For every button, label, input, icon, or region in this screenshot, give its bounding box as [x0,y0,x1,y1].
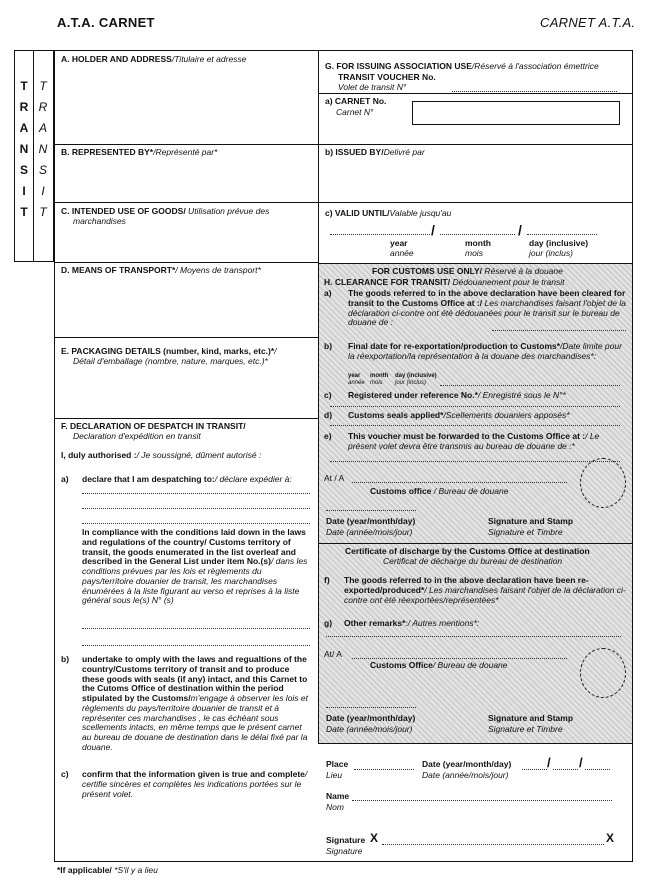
rule [318,543,633,544]
box-d-label-fr: / Moyens de transport* [175,265,261,275]
valid-year-label-fr: année [390,248,414,258]
declaration-month-field[interactable] [553,769,578,770]
clearance-title-en: H. CLEARANCE FOR TRANSIT/ [324,277,451,287]
b-year-label: year [348,373,361,379]
rule [54,144,318,145]
rule [318,743,633,744]
clearance-signature-label: Signature and Stamp [488,516,574,526]
customs-office-label [370,487,508,497]
rule [318,202,633,203]
h-b-fr: /Date limite pour la réexportation/la représentation à la douane des marchandises*: [348,341,622,361]
declaration-date-label: Date (year/month/day) [422,759,512,769]
h-e-fr: / Le présent volet devra être transmis au bureau de douane de :* [348,431,600,451]
box-b-label-fr: /Représenté par* [153,147,218,157]
discharge-at-field[interactable] [352,658,567,659]
box-e-label [61,347,316,367]
f-a-text [82,475,292,485]
date-slash: / [518,222,522,238]
d-g-text [344,619,479,629]
valid-month-field[interactable] [440,234,515,235]
place-label-fr: Lieu [326,770,343,780]
remarks-field[interactable] [326,636,621,637]
forward-office-field[interactable] [330,461,620,462]
b-day-label: day (inclusive) [395,373,437,379]
valid-until-en: c) VALID UNTIL/ [325,208,390,218]
customs-use-title-en: FOR CUSTOMS USE ONLY/ [372,266,483,276]
customs-use-title-fr: Réservé à la douane [482,266,563,276]
side-letter: T [20,205,28,219]
b-year-label-fr: année [348,380,365,386]
intended-use-field[interactable] [56,230,316,260]
box-b-label [61,148,217,158]
side-letter: N [38,142,48,156]
carnet-no-label-fr: Carnet N° [336,107,374,117]
at-label: At / A [324,473,345,483]
carnet-title-en: A.T.A. CARNET [57,15,155,30]
transit-voucher-label-fr: Volet de transit N° [338,82,407,92]
side-letter: S [19,163,28,177]
d-g-letter: g) [324,618,333,628]
valid-month-label: month [465,238,491,248]
valid-year-label: year [390,238,408,248]
authorised-fr: / Je soussigné, dûment autorisé : [136,450,262,460]
side-letter: I [22,184,26,198]
carnet-no-label: a) CARNET No. [325,96,387,106]
d-f-text [344,576,626,605]
side-letter: I [41,184,45,198]
customs-seals-field[interactable] [330,425,620,426]
rule [54,262,318,263]
box-d-label-en: D. MEANS OF TRANSPORT* [61,265,176,275]
side-letter: A [19,121,29,135]
side-letter: N [19,142,29,156]
customs-office-en: Customs office [370,486,432,496]
f-a-text-en: declare that I am despatching to: [82,474,215,484]
name-label: Name [326,791,350,801]
d-g-en: Other remarks* [344,618,406,628]
h-e-letter: e) [324,431,332,441]
rule [318,144,633,145]
side-letter: T [39,205,47,219]
despatch-dotted-line[interactable] [82,523,310,524]
h-d-fr: /Scellements douaniers apposés* [443,410,570,420]
b-month-label: month [370,373,389,379]
place-field[interactable] [354,769,414,770]
clearance-date-field[interactable] [326,510,416,511]
f-a-text-fr: / déclare expédier à: [214,474,292,484]
d-f-en: The goods referred to in the above declaration have been re-exported/produced* [344,575,589,595]
box-a-label-en: A. HOLDER AND ADDRESS [61,54,172,64]
side-letter: A [38,121,47,135]
discharge-title: Certificate of discharge by the Customs Office at destination [345,546,590,556]
valid-year-field[interactable] [330,234,430,235]
represented-by-field[interactable] [56,160,316,200]
issued-by-field[interactable] [320,160,631,200]
declaration-date-label-fr: Date (année/mois/jour) [422,770,509,780]
box-c-label-fr2: marchandises [73,215,126,226]
side-letter: R [38,100,48,114]
h-d-en: Customs seals applied* [348,410,444,420]
despatch-dotted-line[interactable] [82,508,310,509]
box-f-label [61,422,316,442]
item-numbers-dotted-line[interactable] [82,645,310,646]
h-a-en: The goods referred to in the above declaration have been cleared for transit to the Customs Office at :/ [348,288,626,308]
box-d-label [61,266,261,276]
side-strip-divider [33,50,34,262]
box-e-label-fr2: Détail d'emballage (nombre, nature, marques, etc.)* [73,355,268,366]
rule [54,202,318,203]
footnote-en: *If applicable/ [57,865,112,875]
issued-by-label [325,148,425,158]
h-d-letter: d) [324,410,333,420]
box-a-label [61,55,246,65]
carnet-title-fr: CARNET A.T.A. [540,15,636,30]
clearance-date-label: Date (year/month/day) [326,516,416,526]
f-b-en: undertake to omply with the laws and regualtions of the country/Customs territory of transit and to produce these goods with seals (if any) intact, and this Carnet to the Cutoms Office of destination within the period stipulated by the Customs/ [82,654,308,704]
discharge-title-fr: Certificat de décharge du bureau de destination [383,556,563,566]
valid-day-label: day (inclusive) [529,238,589,248]
clearance-title [324,278,564,288]
rule [318,263,633,264]
issued-by-en: b) ISSUED BY/ [325,147,384,157]
holder-address-field[interactable] [56,68,316,142]
signature-x-start: X [370,831,379,845]
signature-x-end: X [606,831,615,845]
transit-voucher-label: TRANSIT VOUCHER No. [338,72,436,82]
at-place-field[interactable] [352,482,567,483]
side-letter: S [38,163,47,177]
valid-month-label-fr: mois [465,248,483,258]
box-f-label-fr: Declaration d'expédition en transit [73,430,201,441]
declaration-year-field[interactable] [522,769,547,770]
side-letter: T [20,79,28,93]
box-f-label-en: F. DECLARATION OF DESPATCH IN TRANSIT/ [61,421,246,431]
discharge-office-en: Customs Office [370,660,433,670]
h-e-text [348,432,626,452]
box-b-label-en: B. REPRESENTED BY* [61,147,154,157]
reference-number-field[interactable] [330,406,620,407]
discharge-office-label [370,661,508,671]
customs-stamp-circle [580,458,626,508]
signature-label-fr: Signature [326,846,363,856]
clearance-title-fr: Dédouanement pour le transit [450,277,565,287]
f-a-letter: a) [61,474,69,484]
date-slash: / [579,755,583,770]
valid-day-label-fr: jour (inclus) [529,248,573,258]
carnet-number-input[interactable] [412,101,620,125]
rule [54,418,318,419]
discharge-date-field[interactable] [326,707,416,708]
despatch-dotted-line[interactable] [82,493,310,494]
compliance-text [82,528,310,606]
customs-office-fr: / Bureau de douane [431,486,509,496]
box-a-label-fr: /Titulaire et adresse [171,54,247,64]
h-a-text [348,289,626,328]
compliance-en: In compliance with the conditions laid down in the laws and regulations of the country/ Customs territory of transit, the goods enumerated in the list overleaf and described in the General List under item No.(s) [82,527,306,567]
item-numbers-dotted-line[interactable] [82,628,310,629]
discharge-signature-label: Signature and Stamp [488,713,574,723]
h-c-en: Registered under reference No.* [348,390,478,400]
valid-day-field[interactable] [527,234,597,235]
h-b-text [348,342,626,362]
box-g-title-fr: /Réservé à l'association émettrice [471,61,599,71]
d-f-fr: / Les marchandises faisant l'objet de la déclaration ci-contre ont été réexportées/représentées* [344,584,626,605]
box-g-title-en: G. FOR ISSUING ASSOCIATION USE [325,61,472,71]
f-b-fr: m'engage à observer les lois et règlements du pays/territoire douanier de transit et à représenter ces marchandises , le cas échéant sous scellements intacts, en même temps que le présent carnet au bureau de douane de destination dans le délai fixé par la douane. [82,693,309,752]
discharge-date-label: Date (year/month/day) [326,713,416,723]
footnote [57,866,158,876]
box-c-label-fr: Utilisation prévue des [185,206,270,216]
f-c-en: confirm that the information given is true and complete [82,769,305,779]
discharge-signature-label-fr: Signature et Timbre [488,724,563,734]
place-label: Place [326,759,349,769]
box-e-label-en: E. PACKAGING DETAILS (number, kind, marks, etc.)* [61,346,275,356]
discharge-at-label: At/ A [324,649,342,659]
issued-by-fr: Delivré par [383,147,425,157]
h-c-letter: c) [324,390,332,400]
side-letter: R [19,100,29,114]
authorised-line [61,451,261,461]
h-e-en: This voucher must be forwarded to the Customs Office at : [348,431,586,441]
box-c-label-en: C. INTENDED USE OF GOODS/ [61,206,186,216]
means-of-transport-field[interactable] [56,278,316,335]
h-c-fr: / Enregistré sous le N°* [477,390,566,400]
f-c-text [82,770,312,799]
side-letter: T [39,79,47,93]
discharge-date-label-fr: Date (année/mois/jour) [326,724,413,734]
f-b-letter: b) [61,654,70,664]
h-b-letter: b) [324,341,333,351]
h-a-fr: Les marchandises faisant l'objet de la déclaration ci-contre ont été dédouanées pour le transit sur le bureau de douane de : [348,297,626,328]
b-month-label-fr: mois [370,380,383,386]
clearance-date-label-fr: Date (année/mois/jour) [326,527,413,537]
h-c-text [348,391,566,401]
name-field[interactable] [352,800,612,801]
transit-voucher-number-field[interactable] [452,91,617,92]
box-g-title [325,62,599,72]
d-g-fr: :/ Autres mentions*: [405,618,480,628]
rule [54,337,318,338]
h-d-text [348,411,570,421]
declaration-day-field[interactable] [585,769,610,770]
b-day-label-fr: jour (inclus) [395,380,427,386]
f-b-text [82,655,312,753]
signature-label: Signature [326,835,366,845]
date-slash: / [431,222,435,238]
authorised-en: I, duly authorised : [61,450,137,460]
h-b-en: Final date for re-exportation/production to Customs* [348,341,561,351]
f-c-letter: c) [61,769,69,779]
customs-use-title [372,267,563,277]
discharge-stamp-circle [580,648,626,698]
box-c-label [61,207,316,227]
name-label-fr: Nom [326,802,344,812]
footnote-fr: *S'il y a lieu [111,865,158,875]
d-f-letter: f) [324,575,330,585]
box-e-label-fr: / [274,346,277,356]
compliance-fr: / dans les conditions prévues par les lois et règlements du pays/territoire douanier de transit, les marchandises énumérées à la liste figurant au verso et reprises à la liste général sous le(s) N° (s) [82,556,308,606]
date-slash: / [547,755,551,770]
signature-field[interactable] [382,844,604,845]
clearance-signature-label-fr: Signature et Timbre [488,527,563,537]
f-c-fr: / certifie sincères et complètes les indications portées sur le présent volet. [82,769,308,799]
final-date-field[interactable] [440,385,620,386]
discharge-office-fr: / Bureau de douane [432,660,508,670]
valid-until-fr: Valable jusqu'au [389,208,452,218]
h-a-letter: a) [324,288,332,298]
rule [318,93,633,94]
packaging-details-field[interactable] [56,372,316,416]
clearance-office-field[interactable] [492,330,626,331]
valid-until-label [325,209,451,219]
